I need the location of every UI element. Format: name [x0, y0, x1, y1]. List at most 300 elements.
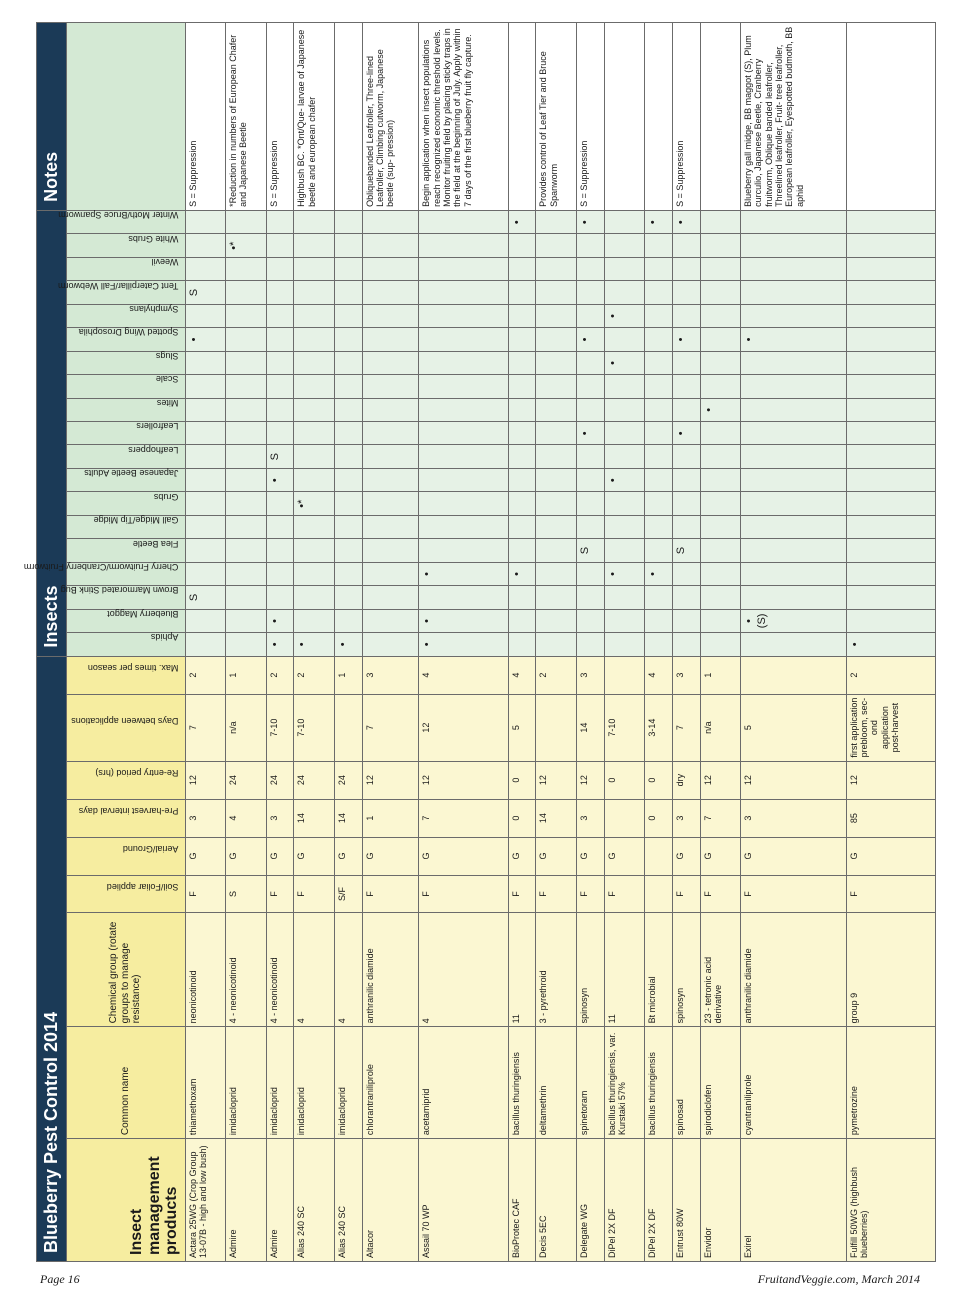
- header-max-times-text: Max. times per season: [88, 663, 179, 674]
- cell-aerial: G: [185, 837, 225, 875]
- cell-pest-mark: •: [576, 328, 604, 351]
- cell-pest-mark: [700, 609, 740, 632]
- cell-pest-mark: [334, 375, 362, 398]
- cell-pest-mark: [576, 562, 604, 585]
- cell-pest-mark: [419, 468, 508, 491]
- header-re-entry: [66, 761, 185, 799]
- cell-pest-mark: [536, 328, 576, 351]
- cell-pest-mark: [536, 304, 576, 327]
- cell-pest-mark: [604, 515, 644, 538]
- cell-pest-mark: [700, 375, 740, 398]
- cell-pest-mark: [362, 562, 419, 585]
- cell-pest-mark: [644, 398, 672, 421]
- cell-aerial: [644, 837, 672, 875]
- cell-rei: 12: [536, 761, 576, 799]
- cell-pest-mark: [508, 468, 536, 491]
- header-pest-text: Weevil: [151, 257, 179, 268]
- cell-pest-mark: [846, 304, 935, 327]
- cell-pest-mark: [334, 281, 362, 304]
- cell-pest-mark: [362, 257, 419, 280]
- cell-soil: F: [508, 875, 536, 913]
- cell-pest-mark: [419, 234, 508, 257]
- cell-pest-mark: [334, 257, 362, 280]
- cell-pest-mark: [846, 398, 935, 421]
- cell-pest-mark: [740, 375, 846, 398]
- cell-chemical: 23 - tetronic acid derivative: [700, 913, 740, 1027]
- cell-pest-mark: •: [672, 210, 700, 234]
- header-pest-text: Leafrollers: [136, 421, 179, 432]
- cell-pest-mark: [266, 304, 294, 327]
- cell-max: 2: [846, 656, 935, 694]
- header-pest-text: Scale: [156, 374, 179, 385]
- cell-pest-mark: [644, 539, 672, 562]
- cell-pest-mark: [576, 304, 604, 327]
- cell-pest-mark: [334, 351, 362, 374]
- cell-pest-mark: [508, 586, 536, 609]
- cell-days: first application prebloom, sec- ond application post-harvest: [846, 694, 935, 761]
- cell-phi: 14: [334, 799, 362, 837]
- cell-common: imidacloprid: [294, 1027, 334, 1139]
- cell-pest-mark: [185, 468, 225, 491]
- cell-notes: Obliquebanded Leafroller, Three-lined Leafroller, Climbing cutworm, Japanese beetle (sup- pression): [362, 23, 419, 211]
- cell-pest-mark: [226, 398, 266, 421]
- cell-pest-mark: [362, 210, 419, 234]
- cell-aerial: G: [740, 837, 846, 875]
- cell-pest-mark: [700, 351, 740, 374]
- cell-rei: 24: [226, 761, 266, 799]
- cell-pest-mark: [700, 210, 740, 234]
- cell-pest-mark: [740, 586, 846, 609]
- cell-pest-mark: [740, 351, 846, 374]
- cell-rei: dry: [672, 761, 700, 799]
- cell-pest-mark: [185, 210, 225, 234]
- header-pest: [66, 468, 185, 491]
- cell-pest-mark: [508, 281, 536, 304]
- cell-chemical: 11: [508, 913, 536, 1027]
- cell-pest-mark: [266, 422, 294, 445]
- cell-pest-mark: [536, 351, 576, 374]
- cell-pest-mark: •: [266, 633, 294, 656]
- table-row: [846, 23, 935, 1262]
- cell-pest-mark: [508, 328, 536, 351]
- table-row: [536, 23, 576, 1262]
- cell-common: acetamiprid: [419, 1027, 508, 1139]
- table-row: [576, 23, 604, 1262]
- header-pest: [66, 398, 185, 421]
- cell-pest-mark: [266, 257, 294, 280]
- cell-pest-mark: [536, 492, 576, 515]
- cell-pest-mark: [226, 210, 266, 234]
- cell-pest-mark: [508, 375, 536, 398]
- cell-pest-mark: [700, 492, 740, 515]
- cell-pest-mark: [294, 375, 334, 398]
- cell-pest-mark: [362, 398, 419, 421]
- cell-pest-mark: [226, 281, 266, 304]
- cell-rei: 12: [740, 761, 846, 799]
- header-pest-text: Blueberry Maggot: [107, 608, 179, 619]
- cell-pest-mark: [185, 539, 225, 562]
- cell-pest-mark: [508, 422, 536, 445]
- cell-pest-mark: [185, 422, 225, 445]
- cell-pest-mark: [294, 562, 334, 585]
- cell-max: 4: [508, 656, 536, 694]
- cell-pest-mark: [846, 328, 935, 351]
- header-chemical-group: Chemical group (rotate groups to manage resistance): [66, 913, 185, 1027]
- cell-pest-mark: •: [294, 633, 334, 656]
- cell-pest-mark: [362, 609, 419, 632]
- cell-max: [604, 656, 644, 694]
- cell-pest-mark: [294, 445, 334, 468]
- cell-pest-mark: [294, 468, 334, 491]
- cell-product: Admire: [226, 1139, 266, 1262]
- cell-product: BioProtec CAF: [508, 1139, 536, 1262]
- cell-pest-mark: [536, 375, 576, 398]
- cell-pest-mark: •: [644, 562, 672, 585]
- cell-pest-mark: [672, 375, 700, 398]
- cell-product: Alias 240 SC: [334, 1139, 362, 1262]
- cell-days: 5: [508, 694, 536, 761]
- cell-pest-mark: [419, 445, 508, 468]
- cell-pest-mark: [508, 609, 536, 632]
- cell-days: 7: [362, 694, 419, 761]
- cell-pest-mark: [536, 468, 576, 491]
- rotated-table-stage: [24, 22, 936, 1262]
- cell-pest-mark: [536, 234, 576, 257]
- cell-chemical: spinosyn: [576, 913, 604, 1027]
- cell-pest-mark: [604, 492, 644, 515]
- cell-pest-mark: [334, 609, 362, 632]
- cell-chemical: 4 - neonicotinoid: [266, 913, 294, 1027]
- band-row: [37, 23, 67, 1262]
- header-pest: [66, 492, 185, 515]
- cell-days: [536, 694, 576, 761]
- cell-notes: [846, 23, 935, 211]
- cell-pest-mark: [604, 609, 644, 632]
- cell-pest-mark: [700, 445, 740, 468]
- cell-notes: Begin application when insect populations reach recognized economic threshold levels. Monitor fruiting field by placing sticky traps in the field at the beginning of July. Apply within 7 days of the first blueberry fruit fly capture.: [419, 23, 508, 211]
- cell-pest-mark: [362, 468, 419, 491]
- cell-soil: S/F: [334, 875, 362, 913]
- cell-pest-mark: [644, 609, 672, 632]
- cell-pest-mark: [740, 257, 846, 280]
- cell-pest-mark: [644, 257, 672, 280]
- cell-pest-mark: [740, 304, 846, 327]
- cell-phi: 0: [644, 799, 672, 837]
- cell-pest-mark: [700, 257, 740, 280]
- cell-pest-mark: [672, 234, 700, 257]
- header-pest: [66, 539, 185, 562]
- cell-pest-mark: [334, 422, 362, 445]
- cell-days: [334, 694, 362, 761]
- cell-pest-mark: [740, 445, 846, 468]
- cell-pest-mark: •: [700, 398, 740, 421]
- cell-pest-mark: [576, 492, 604, 515]
- cell-pest-mark: [740, 492, 846, 515]
- header-pest: [61, 585, 185, 609]
- cell-pest-mark: [294, 304, 334, 327]
- cell-pest-mark: [700, 234, 740, 257]
- cell-pest-mark: [419, 304, 508, 327]
- cell-days: 7-10: [266, 694, 294, 761]
- cell-pest-mark: [334, 398, 362, 421]
- header-notes: [66, 23, 185, 211]
- cell-rei: 24: [294, 761, 334, 799]
- cell-pest-mark: [266, 492, 294, 515]
- cell-product: Actara 25WG (Crop Group 13-07B - high and low bush): [185, 1139, 225, 1262]
- cell-pest-mark: [576, 257, 604, 280]
- cell-phi: 1: [362, 799, 419, 837]
- cell-rei: 12: [419, 761, 508, 799]
- cell-pest-mark: [846, 492, 935, 515]
- cell-pest-mark: [672, 304, 700, 327]
- cell-pest-mark: [185, 375, 225, 398]
- cell-pest-mark: [700, 422, 740, 445]
- cell-pest-mark: [362, 633, 419, 656]
- cell-pest-mark: •: [576, 422, 604, 445]
- cell-pest-mark: •: [576, 210, 604, 234]
- cell-product: Admire: [266, 1139, 294, 1262]
- cell-rei: 24: [266, 761, 294, 799]
- cell-pest-mark: [362, 375, 419, 398]
- cell-notes: [700, 23, 740, 211]
- cell-pest-mark: [226, 609, 266, 632]
- header-pest: [58, 280, 185, 304]
- cell-pest-mark: [604, 375, 644, 398]
- header-soil-foliar-text: Soil/Foliar applied: [107, 882, 179, 892]
- header-pest: [66, 422, 185, 445]
- cell-max: 3: [576, 656, 604, 694]
- cell-pest-mark: [846, 375, 935, 398]
- cell-pest-mark: [644, 633, 672, 656]
- cell-aerial: G: [419, 837, 508, 875]
- cell-common: spirodiclofen: [700, 1027, 740, 1139]
- header-days-between: [66, 694, 185, 761]
- cell-pest-mark: [644, 586, 672, 609]
- cell-pest-mark: [294, 586, 334, 609]
- header-soil-foliar: [66, 875, 185, 913]
- cell-pest-mark: [362, 351, 419, 374]
- cell-chemical: group 9: [846, 913, 935, 1027]
- table-row: [266, 23, 294, 1262]
- cell-pest-mark: [419, 328, 508, 351]
- cell-chemical: 4 - neonicotinoid: [226, 913, 266, 1027]
- cell-pest-mark: [226, 422, 266, 445]
- cell-soil: F: [185, 875, 225, 913]
- cell-pest-mark: [419, 515, 508, 538]
- cell-product: Envidor: [700, 1139, 740, 1262]
- cell-common: cyantraniliprole: [740, 1027, 846, 1139]
- cell-pest-mark: [226, 515, 266, 538]
- cell-pest-mark: [846, 257, 935, 280]
- header-pest: [66, 257, 185, 280]
- table-row: [226, 23, 266, 1262]
- cell-pest-mark: [604, 398, 644, 421]
- cell-rei: 0: [604, 761, 644, 799]
- cell-pest-mark: [294, 234, 334, 257]
- cell-pest-mark: [846, 281, 935, 304]
- cell-chemical: 4: [294, 913, 334, 1027]
- cell-days: 12: [419, 694, 508, 761]
- cell-pest-mark: [294, 398, 334, 421]
- cell-aerial: G: [576, 837, 604, 875]
- table-row: [294, 23, 334, 1262]
- header-pest-text: Japanese Beetle Adults: [84, 468, 179, 479]
- cell-pest-mark: [266, 562, 294, 585]
- header-pest: [66, 234, 185, 257]
- cell-pest-mark: [700, 281, 740, 304]
- header-pest: [66, 351, 185, 374]
- cell-pest-mark: [672, 515, 700, 538]
- cell-max: 3: [672, 656, 700, 694]
- cell-pest-mark: [226, 257, 266, 280]
- cell-pest-mark: •: [508, 210, 536, 234]
- cell-pest-mark: [604, 445, 644, 468]
- cell-pest-mark: [508, 398, 536, 421]
- cell-chemical: spinosyn: [672, 913, 700, 1027]
- header-pest: [66, 375, 185, 398]
- cell-pest-mark: [536, 586, 576, 609]
- cell-pest-mark: [226, 351, 266, 374]
- cell-notes: [604, 23, 644, 211]
- footer-publication: FruitandVeggie.com, March 2014: [757, 1272, 920, 1286]
- cell-pest-mark: [672, 351, 700, 374]
- cell-max: 2: [266, 656, 294, 694]
- cell-phi: 85: [846, 799, 935, 837]
- cell-pest-mark: [185, 351, 225, 374]
- cell-pest-mark: [604, 234, 644, 257]
- cell-pest-mark: [604, 281, 644, 304]
- header-aerial-ground-text: Aerial/Ground: [123, 844, 179, 855]
- cell-pest-mark: [334, 515, 362, 538]
- cell-pest-mark: [294, 609, 334, 632]
- cell-max: 4: [419, 656, 508, 694]
- header-common-name: Common name: [66, 1027, 185, 1139]
- cell-rei: 0: [644, 761, 672, 799]
- cell-product: Entrust 80W: [672, 1139, 700, 1262]
- header-pest: [24, 561, 185, 585]
- cell-pest-mark: [294, 422, 334, 445]
- cell-pest-mark: [536, 281, 576, 304]
- cell-max: 1: [700, 656, 740, 694]
- cell-common: thiamethoxam: [185, 1027, 225, 1139]
- cell-pest-mark: [226, 562, 266, 585]
- cell-pest-mark: [576, 468, 604, 491]
- cell-aerial: G: [846, 837, 935, 875]
- cell-pest-mark: [185, 562, 225, 585]
- cell-pest-mark: •: [644, 210, 672, 234]
- cell-pest-mark: [846, 468, 935, 491]
- cell-pest-mark: [644, 234, 672, 257]
- cell-pest-mark: [334, 210, 362, 234]
- cell-pest-mark: [536, 210, 576, 234]
- cell-notes: Highbush BC. *Ont/Que- larvae of Japanese beetle and european chafer: [294, 23, 334, 211]
- cell-pest-mark: [185, 234, 225, 257]
- cell-pest-mark: [644, 351, 672, 374]
- cell-max: 3: [362, 656, 419, 694]
- cell-pest-mark: •: [419, 562, 508, 585]
- cell-pest-mark: •: [672, 328, 700, 351]
- cell-soil: F: [536, 875, 576, 913]
- cell-pest-mark: [185, 398, 225, 421]
- cell-pest-mark: [362, 234, 419, 257]
- page-title: Blueberry Pest Control 2014: [37, 656, 67, 1261]
- cell-common: pymetrozine: [846, 1027, 935, 1139]
- cell-aerial: G: [508, 837, 536, 875]
- cell-pest-mark: [419, 375, 508, 398]
- cell-pest-mark: [362, 422, 419, 445]
- header-pest-text: Symphylans: [129, 304, 179, 314]
- cell-pest-mark: [266, 328, 294, 351]
- table-row: [644, 23, 672, 1262]
- cell-pest-mark: [185, 445, 225, 468]
- cell-pest-mark: [672, 492, 700, 515]
- footer-page-number: Page 16: [40, 1272, 80, 1286]
- cell-pest-mark: [700, 539, 740, 562]
- cell-aerial: G: [334, 837, 362, 875]
- cell-pest-mark: [576, 234, 604, 257]
- cell-aerial: G: [536, 837, 576, 875]
- cell-pest-mark: [740, 422, 846, 445]
- cell-pest-mark: [419, 398, 508, 421]
- cell-pest-mark: [185, 257, 225, 280]
- cell-pest-mark: [419, 539, 508, 562]
- cell-common: imidacloprid: [266, 1027, 294, 1139]
- cell-pest-mark: [226, 468, 266, 491]
- cell-pest-mark: [604, 257, 644, 280]
- header-row: [66, 23, 185, 1262]
- header-pest-text: Brown Marmorated Stink Bug: [61, 585, 179, 596]
- cell-pest-mark: •: [266, 609, 294, 632]
- cell-pest-mark: [604, 539, 644, 562]
- cell-pest-mark: [644, 468, 672, 491]
- cell-pest-mark: •: [419, 609, 508, 632]
- cell-days: 3-14: [644, 694, 672, 761]
- cell-pest-mark: [362, 492, 419, 515]
- cell-pest-mark: [576, 633, 604, 656]
- cell-pest-mark: [672, 445, 700, 468]
- cell-pest-mark: [700, 328, 740, 351]
- cell-pest-mark: [419, 492, 508, 515]
- cell-pest-mark: •: [266, 468, 294, 491]
- cell-pest-mark: [334, 304, 362, 327]
- cell-days: 7-10: [604, 694, 644, 761]
- cell-pest-mark: [508, 351, 536, 374]
- cell-notes: *Reduction in numbers of European Chafer and Japanese Beetle: [226, 23, 266, 211]
- cell-pest-mark: [294, 210, 334, 234]
- cell-phi: 4: [226, 799, 266, 837]
- cell-pest-mark: [508, 633, 536, 656]
- header-pest-text: Grubs: [154, 491, 179, 502]
- cell-pest-mark: [846, 539, 935, 562]
- cell-chemical: anthranilic diamide: [362, 913, 419, 1027]
- cell-pest-mark: [740, 234, 846, 257]
- cell-pest-mark: [266, 234, 294, 257]
- cell-pest-mark: [419, 210, 508, 234]
- cell-product: Altacor: [362, 1139, 419, 1262]
- cell-phi: 3: [576, 799, 604, 837]
- cell-pest-mark: [226, 539, 266, 562]
- cell-max: 1: [334, 656, 362, 694]
- table-row: [334, 23, 362, 1262]
- cell-pest-mark: [508, 257, 536, 280]
- cell-pest-mark: [536, 422, 576, 445]
- cell-product: Delegate WG: [576, 1139, 604, 1262]
- cell-max: [740, 656, 846, 694]
- cell-pest-mark: [536, 398, 576, 421]
- cell-pest-mark: [419, 351, 508, 374]
- cell-pest-mark: [644, 445, 672, 468]
- cell-pest-mark: [604, 633, 644, 656]
